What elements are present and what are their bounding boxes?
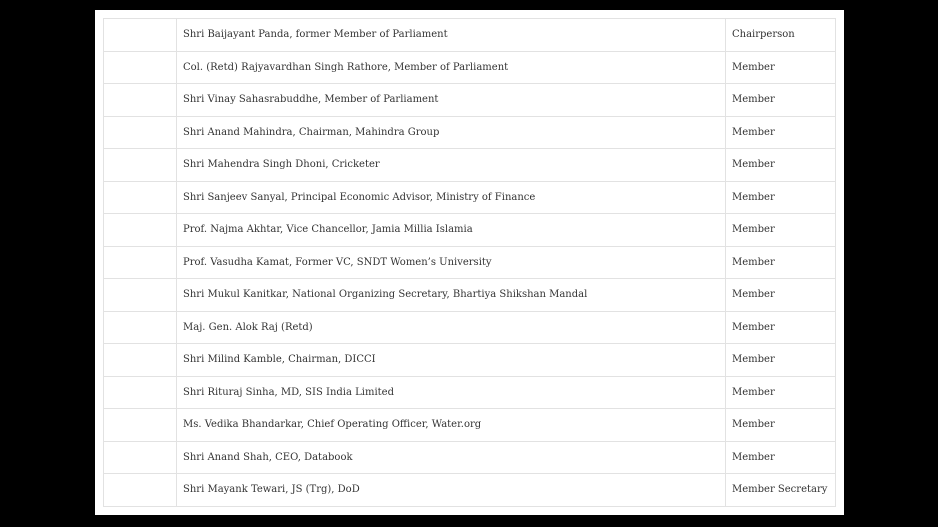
serial-number-cell <box>104 279 177 312</box>
member-role-cell: Member <box>726 51 836 84</box>
member-name-cell: Shri Sanjeev Sanyal, Principal Economic Advisor, Ministry of Finance <box>177 181 726 214</box>
member-role-cell: Member <box>726 311 836 344</box>
member-name-cell: Shri Anand Shah, CEO, Databook <box>177 441 726 474</box>
member-role-cell: Member <box>726 181 836 214</box>
serial-number-cell <box>104 116 177 149</box>
table-row <box>104 214 836 247</box>
member-name-cell: Col. (Retd) Rajyavardhan Singh Rathore, Member of Parliament <box>177 51 726 84</box>
member-role-cell: Member Secretary <box>726 474 836 507</box>
table-row <box>104 51 836 84</box>
member-name-cell: Shri Milind Kamble, Chairman, DICCI <box>177 344 726 377</box>
serial-number-cell <box>104 441 177 474</box>
serial-number-cell <box>104 311 177 344</box>
member-role-cell: Chairperson <box>726 19 836 52</box>
table-row <box>104 344 836 377</box>
serial-number-cell <box>104 84 177 117</box>
serial-number-cell <box>104 409 177 442</box>
member-role-cell: Member <box>726 214 836 247</box>
table-body <box>104 19 836 507</box>
member-name-cell: Shri Baijayant Panda, former Member of Parliament <box>177 19 726 52</box>
member-role-cell: Member <box>726 149 836 182</box>
member-name-cell: Maj. Gen. Alok Raj (Retd) <box>177 311 726 344</box>
member-role-cell: Member <box>726 344 836 377</box>
table-row <box>104 149 836 182</box>
table-row <box>104 84 836 117</box>
member-name-cell: Prof. Najma Akhtar, Vice Chancellor, Jamia Millia Islamia <box>177 214 726 247</box>
document-page <box>95 10 844 515</box>
serial-number-cell <box>104 376 177 409</box>
committee-members-table <box>103 18 836 507</box>
member-role-cell: Member <box>726 409 836 442</box>
serial-number-cell <box>104 246 177 279</box>
serial-number-cell <box>104 51 177 84</box>
member-role-cell: Member <box>726 116 836 149</box>
serial-number-cell <box>104 19 177 52</box>
table-row <box>104 116 836 149</box>
serial-number-cell <box>104 344 177 377</box>
member-role-cell: Member <box>726 84 836 117</box>
table-row <box>104 246 836 279</box>
serial-number-cell <box>104 149 177 182</box>
member-role-cell: Member <box>726 376 836 409</box>
table-row <box>104 376 836 409</box>
table-row <box>104 279 836 312</box>
table-row <box>104 311 836 344</box>
member-name-cell: Shri Anand Mahindra, Chairman, Mahindra Group <box>177 116 726 149</box>
member-name-cell: Ms. Vedika Bhandarkar, Chief Operating Officer, Water.org <box>177 409 726 442</box>
table-row <box>104 474 836 507</box>
member-role-cell: Member <box>726 441 836 474</box>
table-row <box>104 19 836 52</box>
serial-number-cell <box>104 214 177 247</box>
member-name-cell: Shri Vinay Sahasrabuddhe, Member of Parliament <box>177 84 726 117</box>
member-name-cell: Shri Mayank Tewari, JS (Trg), DoD <box>177 474 726 507</box>
table-row <box>104 181 836 214</box>
member-name-cell: Shri Mahendra Singh Dhoni, Cricketer <box>177 149 726 182</box>
member-name-cell: Prof. Vasudha Kamat, Former VC, SNDT Women’s University <box>177 246 726 279</box>
serial-number-cell <box>104 181 177 214</box>
table-row <box>104 441 836 474</box>
member-name-cell: Shri Rituraj Sinha, MD, SIS India Limited <box>177 376 726 409</box>
serial-number-cell <box>104 474 177 507</box>
member-role-cell: Member <box>726 246 836 279</box>
member-name-cell: Shri Mukul Kanitkar, National Organizing Secretary, Bhartiya Shikshan Mandal <box>177 279 726 312</box>
member-role-cell: Member <box>726 279 836 312</box>
table-row <box>104 409 836 442</box>
